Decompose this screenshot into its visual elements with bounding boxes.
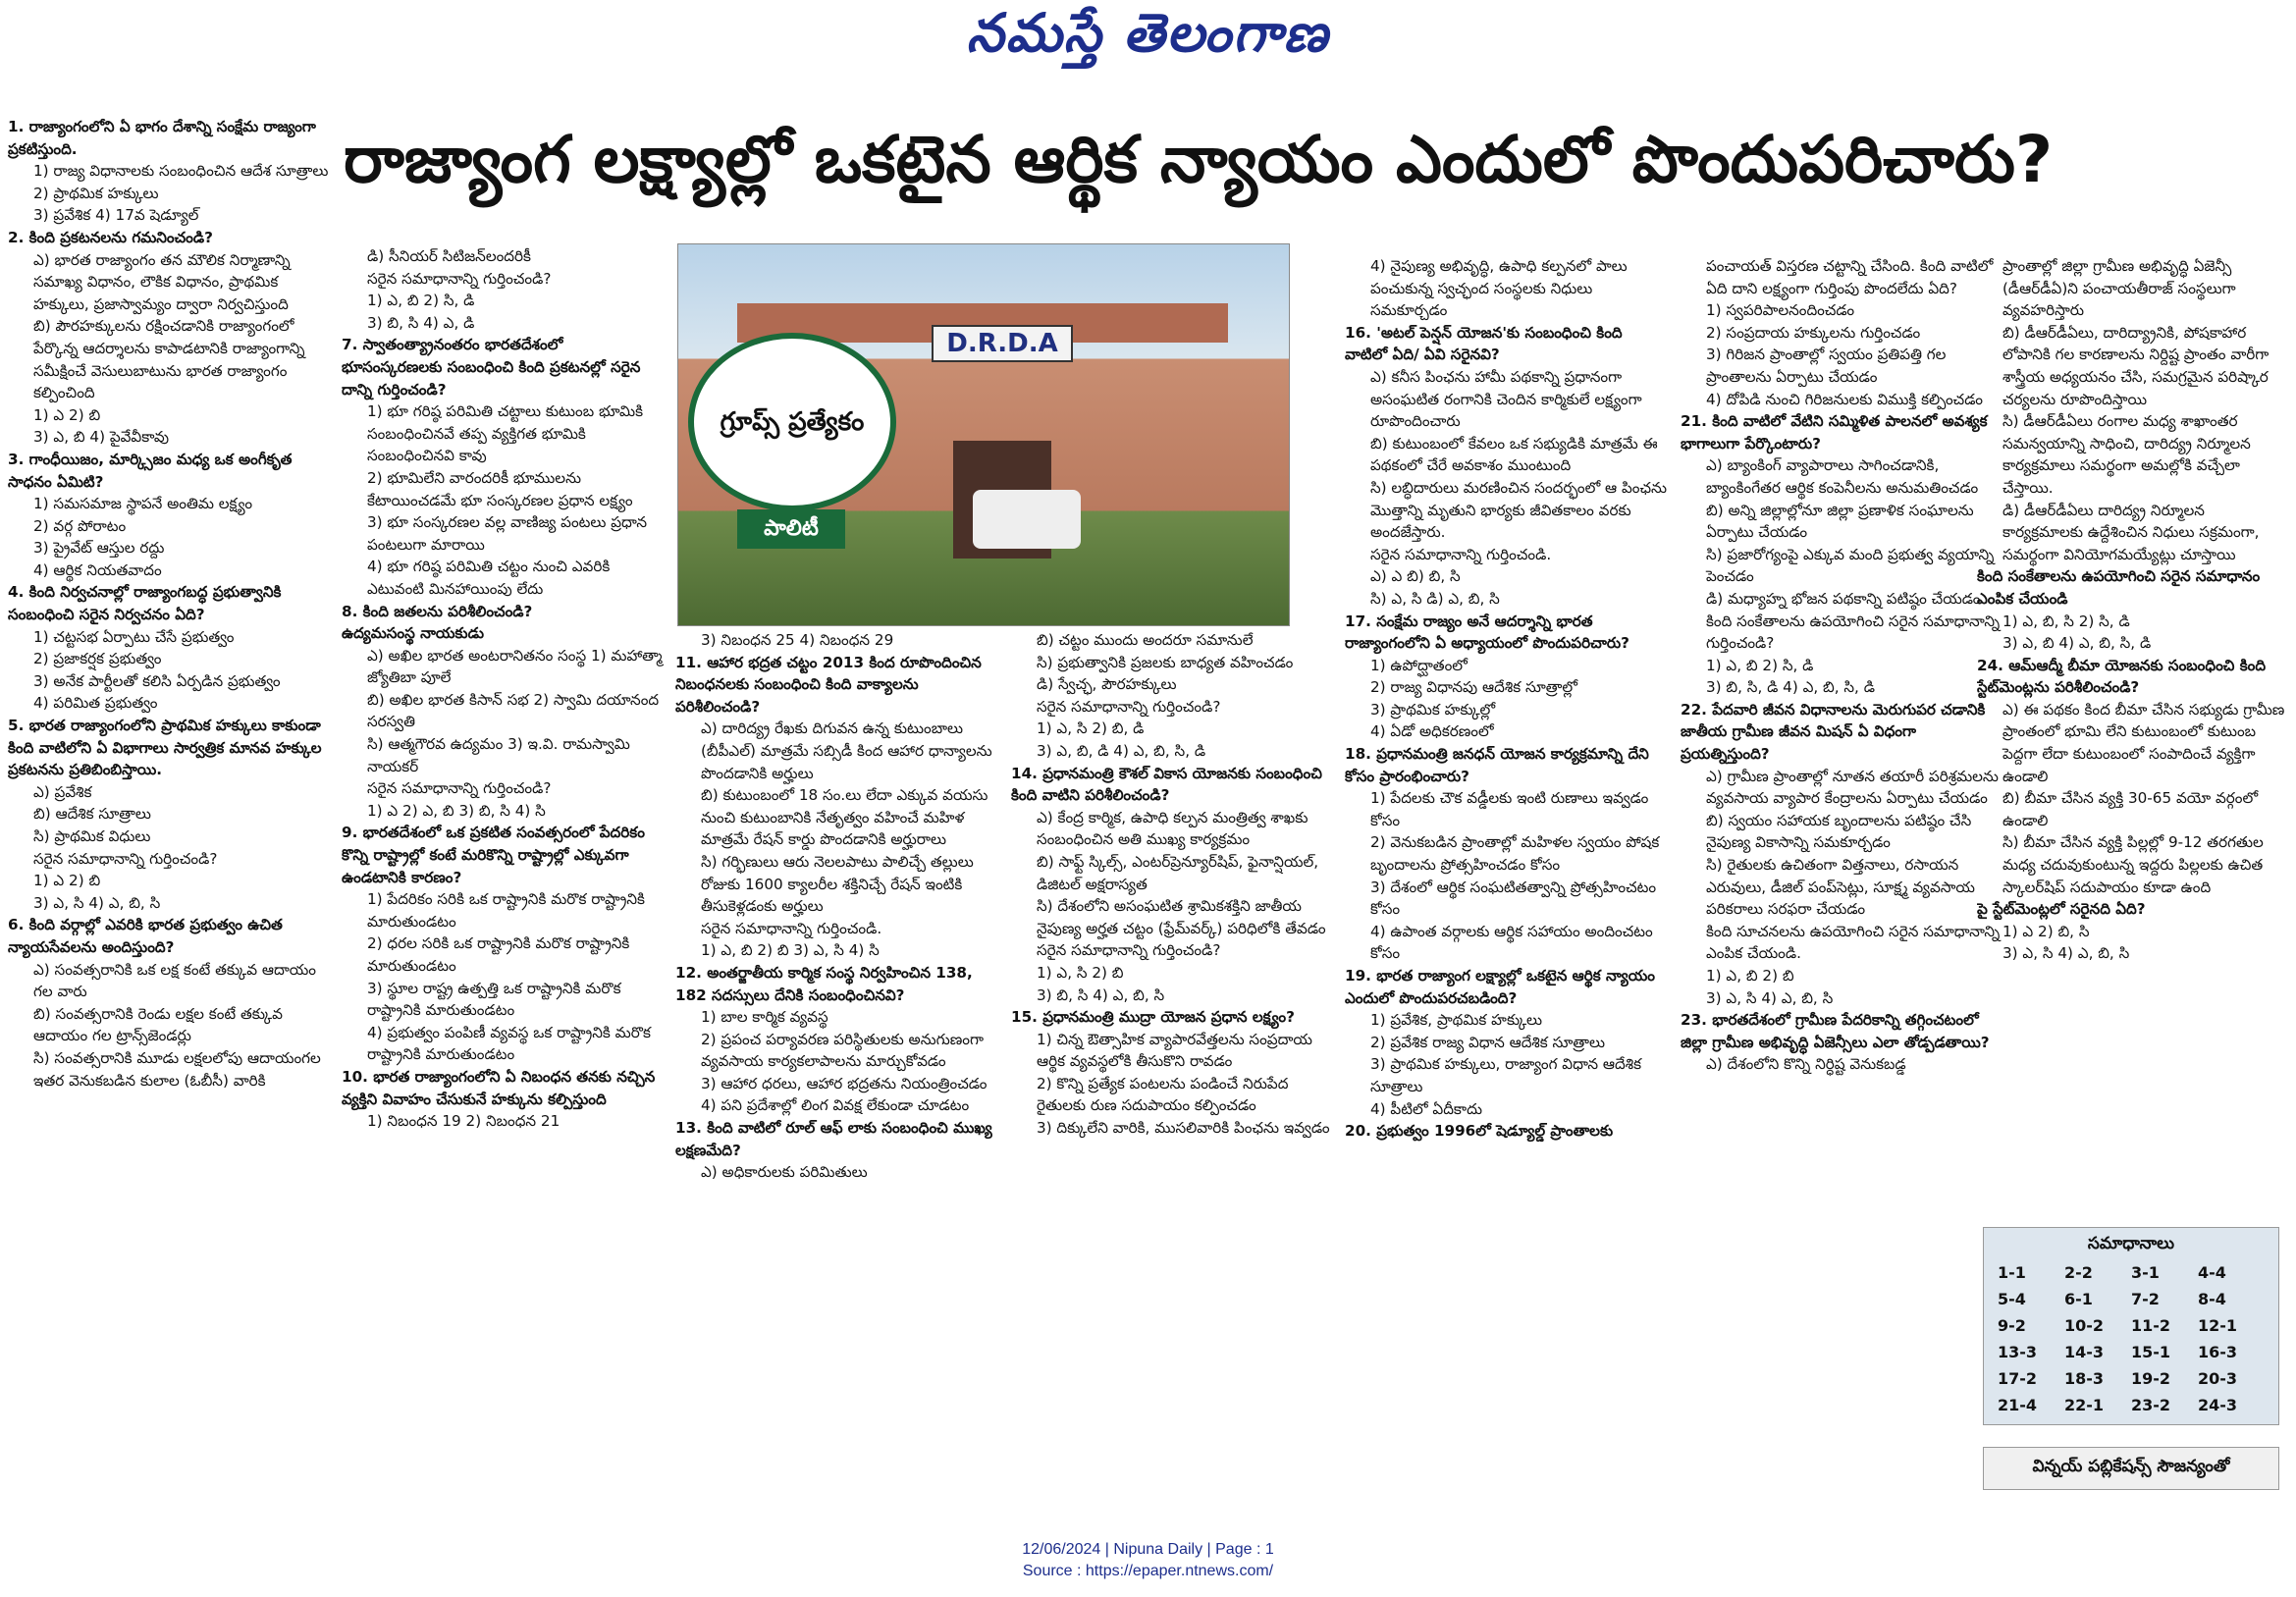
option-text: సరైన సమాధానాన్ని గుర్తించండి? [1037, 697, 1221, 716]
option-text: 1) ఎ 2) బి [33, 405, 101, 424]
option-text: బి) స్వయం సహాయక బృందాలను పటిష్ఠం చేసి నైపుణ్య వికాసాన్ని సమకూర్చడం [1706, 811, 1972, 852]
option-text: బి) బీమా చేసిన వ్యక్తి 30-65 వయో వర్గంలో ఉండాలి [2002, 789, 2259, 829]
option-text: సి) రైతులకు ఉచితంగా విత్తనాలు, రసాయన ఎరువులు, డీజిల్ పంప్‌సెట్లు, సూక్ష్మ వ్యవసాయ పరికరాలు సరఫరా చేయడం [1706, 856, 1975, 919]
option-text: 1) ఎ, సి 2) బి [1037, 963, 1124, 982]
vehicle [973, 490, 1081, 549]
option-text: 3) ఎ, బి 4) ఎ, బి, సి, డి [2002, 634, 2152, 653]
question-text: 8. కింది జతలను పరిశీలించండి? [342, 602, 533, 620]
option-text: 1) ఉపోద్ఘాతంలో [1370, 656, 1468, 674]
option-text: సి) దేశంలోని అసంఘటిత శ్రామికశక్తిని జాతీయ నైపుణ్య అర్హత చట్టం (ఫ్రేమ్‌వర్క్) పరిధిలోకి తేవడం [1037, 897, 1326, 937]
answer-item: 19-2 [2131, 1369, 2171, 1388]
column-7 [1977, 255, 2289, 1237]
option-text: 3) ఎ, బి, డి 4) ఎ, బి, సి, డి [1037, 741, 1206, 760]
building-sign: D.R.D.A [932, 325, 1073, 362]
option-text: 4) దోపిడి నుంచి గిరిజనులకు విముక్తి కల్పించడం [1706, 390, 1983, 408]
answer-item: 5-4 [1998, 1290, 2026, 1308]
option-text: ఎ) కనీస పింఛను హామీ పథకాన్ని ప్రధానంగా అసంఘటిత రంగానికి చెందిన కార్మికులే లక్ష్యంగా రూపొందించారు [1370, 367, 1642, 431]
option-text: 1) ఎ, బి 2) బి [1706, 967, 1794, 985]
question-text: పై స్టేట్‌మెంట్లలో సరైనది ఏది? [1977, 900, 2146, 919]
answer-item: 22-1 [2064, 1396, 2105, 1414]
option-text: సరైన సమాధానాన్ని గుర్తించండి. [701, 919, 882, 937]
column-3 [675, 629, 999, 1493]
option-text: 1) ఎ, బి, సి 2) సి, డి [2002, 612, 2130, 630]
option-text: 4) పని ప్రదేశాల్లో లింగ వివక్ష లేకుండా చూడటం [701, 1096, 970, 1115]
answer-item: 11-2 [2131, 1316, 2171, 1335]
option-text: 1) పేదలకు చౌక వడ్డీలకు ఇంటి రుణాలు ఇవ్వడం కోసం [1370, 789, 1649, 829]
option-text: 1) చిన్న ఔత్సాహిక వ్యాపారవేత్తలను సంప్రదాయ ఆర్థిక వ్యవస్థలోకి తీసుకొని రావడం [1037, 1030, 1312, 1071]
option-text: 2) భూమిలేని వారందరికీ భూములను కేటాయించడమే భూ సంస్కరణల ప్రధాన లక్ష్యం [367, 468, 633, 509]
question-text: ఉద్యమసంస్థ నాయకుడు [342, 624, 485, 643]
option-text: సి) బీమా చేసిన వ్యక్తి పిల్లల్లో 9-12 తరగతుల మధ్య చదువుకుంటున్న ఇద్దరు పిల్లలకు ఉచిత స్కాలర్‌షిప్ సదుపాయం కూడా ఉంది [2002, 833, 2264, 896]
option-text: 1) ప్రవేశిక, ప్రాథమిక హక్కులు [1370, 1011, 1543, 1030]
question-text: 17. సంక్షేమ రాజ్యం అనే ఆదర్శాన్ని భారత రాజ్యాంగంలోని ఏ అధ్యాయంలో పొందుపరిచారు? [1345, 612, 1629, 653]
option-text: ఎ) అధికారులకు పరిమితులు [701, 1163, 868, 1182]
footer-source-link[interactable]: Source : https://epaper.ntnews.com/ [1022, 1563, 1274, 1579]
option-text: బి) పౌరహక్కులను రక్షించడానికి రాజ్యాంగంలో పేర్కొన్న ఆదర్శాలను కాపాడటానికి రాజ్యాంగాన్ని సమీక్షించే వెసులుబాటును భారత రాజ్యాంగం కల్పించింది [33, 317, 305, 402]
option-text: 3) బి, సి 4) ఎ, బి, సి [1037, 985, 1165, 1004]
option-text: 2) ధరల సరికి ఒక రాష్ట్రానికి మరొక రాష్ట్రానికి మారుతుండటం [367, 934, 630, 975]
question-text: 14. ప్రధానమంత్రి కౌశల్ వికాస యోజనకు సంబంధించి కింది వాటిని పరిశీలించండి? [1011, 764, 1322, 805]
option-text: 3) అనేక పార్టీలతో కలిసి ఏర్పడిన ప్రభుత్వం [33, 671, 281, 690]
question-text: 19. భారత రాజ్యాంగ లక్ష్యాల్లో ఒకటైన ఆర్థిక న్యాయం ఎందులో పొందుపరచబడింది? [1345, 967, 1655, 1007]
question-text: 10. భారత రాజ్యాంగంలోని ఏ నిబంధన తనకు నచ్చిన వ్యక్తిని వివాహం చేసుకునే హక్కును కల్పిస్తుంది [342, 1067, 656, 1108]
option-text: 3) ప్రవేశిక 4) 17వ షెడ్యూల్ [33, 206, 199, 225]
question-text: 5. భారత రాజ్యాంగంలోని ప్రాథమిక హక్కులు కాకుండా కింది వాటిలోని ఏ విభాగాలు సార్వత్రిక మానవ హక్కుల ప్రకటనను ప్రతిబింబిస్తాయి. [8, 717, 322, 779]
option-text: 4) భూ గరిష్ఠ పరిమితి చట్టం నుంచి ఎవరికి ఎటువంటి మినహాయింపు లేదు [367, 558, 611, 598]
option-text: ఎ) ఎ బి) బి, సి [1370, 567, 1461, 586]
option-text: సరైన సమాధానాన్ని గుర్తించండి. [1370, 545, 1552, 563]
option-text: 2) సంప్రదాయ హక్కులను గుర్తించడం [1706, 323, 1921, 342]
answer-item: 21-4 [1998, 1396, 2038, 1414]
option-text: 3) ఎ, బి 4) పైవేవీకావు [33, 428, 170, 447]
option-text: 3) గిరిజన ప్రాంతాల్లో స్వయం ప్రతిపత్తి గల ప్రాంతాలను ఏర్పాటు చేయడం [1706, 346, 1947, 386]
option-text: సి) సంవత్సరానికి మూడు లక్షలలోపు ఆదాయంగల ఇతర వెనుకబడిన కులాల (ఓబీసీ) వారికి [33, 1048, 321, 1090]
option-text: 1) ఎ 2) బి [33, 872, 101, 890]
question-text: 4. కింది నిర్వచనాల్లో రాజ్యాంగబద్ధ ప్రభుత్వానికి సంబంధించి సరైన నిర్వచనం ఏది? [8, 583, 282, 624]
option-text: బి) సాఫ్ట్ స్కిల్స్, ఎంటర్‌ప్రెన్యూర్‌షిప్, ఫైనాన్షియల్, డిజిటల్ అక్షరాస్యత [1037, 852, 1319, 893]
option-text: 4) పరిమిత ప్రభుత్వం [33, 694, 158, 713]
option-text: 3) ఎ, సి 4) ఎ, బి, సి [1706, 988, 1834, 1007]
option-text: 2) ప్రజాకర్షక ప్రభుత్వం [33, 650, 162, 668]
answer-item: 12-1 [2198, 1316, 2238, 1335]
option-text: 4) ప్రభుత్వం పంపిణీ వ్యవస్థ ఒక రాష్ట్రానికి మరొక రాష్ట్రానికి మారుతుండటం [367, 1023, 651, 1064]
question-text: 12. అంతర్జాతీయ కార్మిక సంస్థ నిర్వహించిన 138, 182 సదస్సులు దేనికి సంబంధించినవి? [675, 963, 973, 1004]
option-text: సి) ప్రాథమిక విధులు [33, 827, 151, 845]
option-text: 3) దిక్కులేని వారికి, ముసలివారికి పింఛను ఇవ్వడం [1037, 1119, 1330, 1138]
answer-item: 4-4 [2198, 1263, 2226, 1282]
column-2 [342, 245, 666, 1492]
option-text: 3) ప్రాథమిక హక్కులు, రాజ్యాంగ విధాన ఆదేశిక సూత్రాలు [1370, 1055, 1642, 1095]
answer-item: 20-3 [2198, 1369, 2238, 1388]
answer-key-title: సమాధానాలు [2087, 1234, 2175, 1253]
masthead-title: నమస్తే తెలంగాణ [966, 1, 1330, 64]
column-1 [8, 116, 332, 1490]
option-text: 4) ఉపాంత వర్గాలకు ఆర్థిక సహాయం అందించటం కోసం [1370, 922, 1653, 963]
answer-key-box [1983, 1227, 2279, 1425]
option-text: 4) ఆర్థిక నియతవాదం [33, 560, 162, 579]
answer-item: 3-1 [2131, 1263, 2160, 1282]
option-text: బి) సంవత్సరానికి రెండు లక్షల కంటే తక్కువ ఆదాయం గల ట్రాన్స్‌జెండర్లు [33, 1004, 283, 1045]
column-5 [1345, 255, 1669, 1492]
option-text: సరైన సమాధానాన్ని గుర్తించండి? [367, 269, 552, 288]
option-text: కింది సంకేతాలను ఉపయోగించి సరైన సమాధానాన్ని గుర్తించండి? [1706, 612, 2001, 653]
option-text: 2) ప్రవేశిక రాజ్య విధాన ఆదేశిక సూత్రాలు [1370, 1033, 1605, 1051]
option-text: 3) ఆహార ధరలు, ఆహార భద్రతను నియంత్రించడం [701, 1074, 988, 1092]
question-text: 3. గాంధీయిజం, మార్క్సిజం మధ్య ఒక అంగీకృత సాధనం ఏమిటి? [8, 450, 293, 491]
option-text: 1) స్వపరిపాలనందించడం [1706, 301, 1855, 320]
answer-item: 2-2 [2064, 1263, 2093, 1282]
option-text: 3) ప్రైవేట్ ఆస్తుల రద్దు [33, 539, 165, 558]
question-text: 22. పేదవారి జీవన విధానాలను మెరుగుపర చడానికి జాతీయ గ్రామీణ జీవన మిషన్ ఏ విధంగా ప్రయత్నిస్తుంది? [1681, 700, 1986, 764]
option-text: 2) ప్రాథమిక హక్కులు [33, 184, 159, 202]
answer-item: 9-2 [1998, 1316, 2026, 1335]
option-text: సి) డీఆర్‌డీఏలు రంగాల మధ్య శాఖాంతర సమన్వయాన్ని సాధించి, దారిద్య్ర నిర్మూలన కార్యక్రమాలు సమర్థంగా అమల్లోకి వచ్చేలా చేస్తాయి. [2002, 412, 2251, 497]
option-text: 3) ఎ, సి 4) ఎ, బి, సి [2002, 944, 2130, 963]
section-tag: పాలిటీ [737, 509, 845, 549]
option-text: 1) ఎ, బి 2) సి, డి [367, 292, 475, 310]
option-text: 1) రాజ్య విధానాలకు సంబంధించిన ఆదేశ సూత్రాలు [33, 162, 329, 181]
answer-item: 17-2 [1998, 1369, 2038, 1388]
question-text: 16. 'అటల్ పెన్షన్ యోజన'కు సంబంధించి కింది వాటిలో ఏది/ ఏవి సరైనవి? [1345, 323, 1623, 364]
question-text: 15. ప్రధానమంత్రి ముద్రా యోజన ప్రధాన లక్ష్యం? [1011, 1008, 1295, 1027]
option-text: బి) డీఆర్‌డీఏలు, దారిద్య్రానికి, పోషకాహార లోపానికి గల కారణాలను నిర్దిష్ట ప్రాంతం వారీగా శాస్త్రీయ అధ్యయనం చేసి, సమగ్రమైన పరిష్కార చర్యలను రూపొందిస్తాయి [2002, 323, 2269, 408]
question-text: 1. రాజ్యాంగంలోని ఏ భాగం దేశాన్ని సంక్షేమ రాజ్యంగా ప్రకటిస్తుంది. [8, 118, 316, 158]
answer-item: 24-3 [2198, 1396, 2238, 1414]
section-badge: గ్రూప్స్ ప్రత్యేకం [688, 333, 896, 511]
option-text: సి) ప్రజారోగ్యంపై ఎక్కువ మంది ప్రభుత్వ వ్యయాన్ని పెంచడం [1706, 545, 1995, 586]
option-text: ఎ) బ్యాంకింగ్ వ్యాపారాలు సాగించడానికి, బ్యాంకింగేతర ఆర్థిక కంపెనీలను అనుమతించడం [1706, 456, 1979, 497]
option-text: 2) వర్గ పోరాటం [33, 516, 127, 535]
question-text: కింది సంకేతాలను ఉపయోగించి సరైన సమాధానం ఎంపిక చేయండి [1977, 567, 2261, 608]
option-text: సి) ఆత్మగౌరవ ఉద్యమం 3) ఇ.వి. రామస్వామి నాయకర్ [367, 735, 630, 775]
option-text: కింది సూచనలను ఉపయోగించి సరైన సమాధానాన్ని ఎంపిక చేయండి. [1706, 922, 2001, 963]
option-text: ఎ) కేంద్ర కార్మిక, ఉపాధి కల్పన మంత్రిత్వ శాఖకు సంబంధించిన అతి ముఖ్య కార్యక్రమం [1037, 808, 1308, 849]
option-text: 1) పేదరికం సరికి ఒక రాష్ట్రానికి మరొక రాష్ట్రానికి మారుతుండటం [367, 890, 645, 931]
question-text: 11. ఆహార భద్రత చట్టం 2013 కింద రూపొందించిన నిబంధనలకు సంబంధించి కింది వాక్యాలను పరిశీలించండి? [675, 653, 982, 716]
option-text: ఎ) సంవత్సరానికి ఒక లక్ష కంటే తక్కువ ఆదాయం గల వారు [33, 960, 316, 1001]
question-text: 20. ప్రభుత్వం 1996లో షెడ్యూల్డ్ ప్రాంతాలకు [1345, 1122, 1614, 1141]
option-text: ఎ) ఈ పథకం కింద బీమా చేసిన సభ్యుడు గ్రామీణ ప్రాంతంలో భూమి లేని కుటుంబంలో కుటుంబ పెద్దగా లేదా కుటుంబంలో సంపాదించే వ్యక్తిగా ఉండాలి [2002, 700, 2285, 785]
option-text: 1) సమసమాజ స్థాపనే అంతిమ లక్ష్యం [33, 495, 253, 513]
option-text: 4) పీటిలో ఏదీకాదు [1370, 1099, 1483, 1118]
option-text: ఎ) దారిద్య్ర రేఖకు దిగువన ఉన్న కుటుంబాలు (బీపీఎల్) మాత్రమే సబ్సిడీ కింద ఆహార ధాన్యాలను పొందడానికి అర్హులు [701, 719, 992, 782]
option-text: పంచాయత్ విస్తరణ చట్టాన్ని చేసింది. కింది వాటిలో ఏది దాని లక్ష్యంగా గుర్తింపు పొందలేదు ఏది? [1706, 257, 1994, 297]
option-text: ఎ) అఖిల భారత అంటరానితనం సంస్థ 1) మహాత్మా జ్యోతిబా పూలే [367, 646, 663, 687]
answer-item: 10-2 [2064, 1316, 2105, 1335]
footer-date-line: 12/06/2024 | Nipuna Daily | Page : 1 [1022, 1541, 1274, 1558]
option-text: బి) అన్ని జిల్లాల్లోనూ జిల్లా ప్రణాళిక సంఘాలను ఏర్పాటు చేయడం [1706, 501, 1974, 542]
option-text: 1) ఎ 2) బి, సి [2002, 922, 2090, 940]
option-text: సరైన సమాధానాన్ని గుర్తించండి? [1037, 941, 1221, 960]
option-text: 1) బాల కార్మిక వ్యవస్థ [701, 1008, 828, 1027]
column-6 [1681, 255, 2004, 1492]
option-text: 1) ఎ, సి 2) బి, డి [1037, 719, 1145, 738]
option-text: సరైన సమాధానాన్ని గుర్తించండి? [367, 779, 552, 798]
option-text: బి) అఖిల భారత కిసాన్ సభ 2) స్వామి దయానంద సరస్వతి [367, 690, 660, 731]
option-text: 4) ఏడో అధికరణంలో [1370, 722, 1494, 741]
option-text: డి) సీనియర్ సిటిజన్‌లందరికీ [367, 247, 531, 265]
option-text: 3) స్థూల రాష్ట్ర ఉత్పత్తి ఒక రాష్ట్రానికి మరొక రాష్ట్రానికి మారుతుండటం [367, 979, 621, 1020]
option-text: ప్రాంతాల్లో జిల్లా గ్రామీణ అభివృద్ధి ఏజెన్సీ (డీఆర్‌డీఏ)ని పంచాయతీరాజ్ సంస్థలుగా వ్యవహరిస్తారు [2002, 257, 2236, 320]
question-text: 21. కింది వాటిలో వేటిని సమ్మిళిత పాలనలో అవశ్యక భాగాలుగా పేర్కొంటారు? [1681, 412, 1988, 452]
question-text: 9. భారతదేశంలో ఒక ప్రకటిత సంవత్సరంలో పేదరికం కొన్ని రాష్ట్రాల్లో కంటే మరికొన్ని రాష్ట్రాల్లో ఎక్కువగా ఉండటానికి కారణం? [342, 824, 645, 886]
headline-text: రాజ్యాంగ లక్ష్యాల్లో ఒకటైన ఆర్థిక న్యాయం ఎందులో పొందుపరిచారు? [344, 121, 2054, 197]
answer-item: 16-3 [2198, 1343, 2238, 1361]
option-text: బి) చట్టం ముందు అందరూ సమానులే [1037, 631, 1254, 649]
option-text: ఎ) భారత రాజ్యాంగం తన మౌలిక నిర్మాణాన్ని సమాఖ్య విధానం, లౌకిక విధానం, ప్రాథమిక హక్కులు, ప్రజాస్వామ్యం ద్వారా నిర్వచిస్తుంది [33, 250, 291, 313]
option-text: 3) ఎ, సి 4) ఎ, బి, సి [33, 893, 161, 912]
option-text: 3) నిబంధన 25 4) నిబంధన 29 [701, 631, 894, 649]
option-text: ఎ) దేశంలోని కొన్ని నిర్ధిష్ట వెనుకబడ్డ [1706, 1055, 1906, 1074]
option-text: సరైన సమాధానాన్ని గుర్తించండి? [33, 849, 218, 868]
drda-photo [677, 243, 1290, 626]
option-text: డి) స్వేచ్ఛ, పౌరహక్కులు [1037, 675, 1177, 694]
column-4 [1011, 629, 1335, 1493]
option-text: 1) చట్టసభ ఏర్పాటు చేసే ప్రభుత్వం [33, 627, 235, 646]
question-text: 18. ప్రధానమంత్రి జనధన్ యోజన కార్యక్రమాన్ని దేని కోసం ప్రారంభించారు? [1345, 745, 1649, 785]
question-text: 7. స్వాతంత్య్రానంతరం భారతదేశంలో భూసంస్కరణలకు సంబంధించి కింది ప్రకటనల్లో సరైన దాన్ని గుర్తించండి? [342, 336, 641, 399]
answer-key-grid [1984, 1263, 2278, 1414]
option-text: 2) ప్రపంచ పర్యావరణ పరిస్థితులకు అనుగుణంగా వ్యవసాయ కార్యకలాపాలను మార్చుకోవడం [701, 1030, 984, 1071]
answer-item: 7-2 [2131, 1290, 2160, 1308]
option-text: డి) డీఆర్‌డీఏలు దారిద్య్ర నిర్మూలన కార్యక్రమాలకు ఉద్దేశించిన నిధులు సక్రమంగా, సమర్థంగా వినియోగమయ్యేట్లు చూస్తాయి [2002, 501, 2260, 563]
option-text: సి) ఎ, సి డి) ఎ, బి, సి [1370, 589, 1500, 608]
page-footer [0, 1539, 2296, 1582]
question-text: 6. కింది వర్గాల్లో ఎవరికి భారత ప్రభుత్వం ఉచిత న్యాయసేవలను అందిస్తుంది? [8, 916, 283, 956]
option-text: 3) దేశంలో ఆర్థిక సంఘటితత్వాన్ని ప్రోత్సహించటం కోసం [1370, 878, 1657, 919]
answer-item: 15-1 [2131, 1343, 2171, 1361]
option-text: డి) మధ్యాహ్న భోజన పథకాన్ని పటిష్ఠం చేయడం [1706, 589, 1981, 608]
answer-item: 23-2 [2131, 1396, 2171, 1414]
answer-item: 13-3 [1998, 1343, 2038, 1361]
option-text: 2) రాజ్య విధానపు ఆదేశిక సూత్రాల్లో [1370, 678, 1578, 697]
option-text: 3) బి, సి 4) ఎ, డి [367, 313, 475, 332]
option-text: 2) కొన్ని ప్రత్యేక పంటలను పండించే నిరుపేద రైతులకు రుణ సదుపాయం కల్పించడం [1037, 1074, 1289, 1115]
option-text: సి) గర్భిణులు ఆరు నెలలపాటు పాలిచ్చే తల్లులు రోజుకు 1600 క్యాలరీల శక్తినిచ్చే రేషన్ ఇంటికి తీసుకెళ్లడంకు అర్హులు [701, 852, 974, 916]
option-text: సి) ప్రభుత్వానికి ప్రజలకు బాధ్యత వహించడం [1037, 653, 1294, 671]
option-text: 2) వెనుకబడిన ప్రాంతాల్లో మహిళల స్వయం పోషక బృందాలను ప్రోత్సహించడం కోసం [1370, 833, 1660, 875]
option-text: 1) భూ గరిష్ఠ పరిమితి చట్టాలు కుటుంబ భూమికి సంబంధించినవే తప్ప వ్యక్తిగత భూమికి సంబంధించినవి కావు [367, 402, 644, 465]
answer-item: 14-3 [2064, 1343, 2105, 1361]
option-text: 3) ప్రాథమిక హక్కుల్లో [1370, 700, 1496, 719]
headline [344, 118, 2287, 216]
option-text: బి) కుటుంబంలో 18 సం.లు లేదా ఎక్కువ వయసు నుంచి కుటుంబానికి నేతృత్వం వహించే మహిళ మాత్రమే రేషన్ కార్డు పొందడానికి అర్హురాలు [701, 786, 988, 849]
option-text: ఎ) గ్రామీణ ప్రాంతాల్లో నూతన తయారీ పరిశ్రమలను వ్యవసాయ వ్యాపార కేంద్రాలను ఏర్పాటు చేయడం [1706, 767, 1999, 808]
option-text: సి) లబ్ధిదారులు మరణించిన సందర్భంలో ఆ పింఛను మొత్తాన్ని మృతుని భార్యకు జీవితకాలం వరకు అందజేస్తారు. [1370, 478, 1667, 542]
answer-item: 18-3 [2064, 1369, 2105, 1388]
option-text: ఎ) ప్రవేశిక [33, 782, 92, 801]
masthead-logo [0, 1, 2296, 71]
answer-item: 6-1 [2064, 1290, 2093, 1308]
answer-item: 1-1 [1998, 1263, 2026, 1282]
answer-item: 8-4 [2198, 1290, 2226, 1308]
question-text: 23. భారతదేశంలో గ్రామీణ పేదరికాన్ని తగ్గించటంలో జిల్లా గ్రామీణ అభివృద్ధి ఏజెన్సీలు ఎలా తోడ్పడతాయి? [1681, 1011, 1990, 1051]
option-text: 1) ఎ 2) ఎ, బి 3) బి, సి 4) సి [367, 801, 546, 820]
option-text: బి) ఆదేశిక సూత్రాలు [33, 805, 151, 824]
option-text: 3) బి, సి, డి 4) ఎ, బి, సి, డి [1706, 678, 1875, 697]
question-text: 2. కింది ప్రకటనలను గమనించండి? [8, 228, 213, 246]
option-text: 1) ఎ, బి 2) సి, డి [1706, 656, 1814, 674]
option-text: 4) నైపుణ్య అభివృద్ధి, ఉపాధి కల్పనలో పాలు పంచుకున్న స్వచ్ఛంద సంస్థలకు నిధులు సమకూర్చడం [1370, 257, 1628, 320]
question-text: 24. ఆమ్‌ఆద్మీ బీమా యోజనకు సంబంధించి కింది స్టేట్‌మెంట్లను పరిశీలించండి? [1977, 656, 2267, 697]
question-text: 13. కింది వాటిలో రూల్ ఆఫ్ లాకు సంబంధించి ముఖ్య లక్షణమేది? [675, 1119, 992, 1159]
option-text: బి) కుటుంబంలో కేవలం ఒక సభ్యుడికి మాత్రమే ఈ పథకంలో చేరే అవకాశం ముంటుంది [1370, 434, 1658, 475]
option-text: 1) నిబంధన 19 2) నిబంధన 21 [367, 1112, 561, 1131]
option-text: 1) ఎ, బి 2) బి 3) ఎ, సి 4) సి [701, 941, 880, 960]
publisher-credit: విన్నయ్ పబ్లికేషన్స్ సౌజన్యంతో [1983, 1447, 2279, 1490]
option-text: 3) భూ సంస్కరణల వల్ల వాణిజ్య పంటలు ప్రధాన పంటలుగా మారాయి [367, 513, 648, 554]
